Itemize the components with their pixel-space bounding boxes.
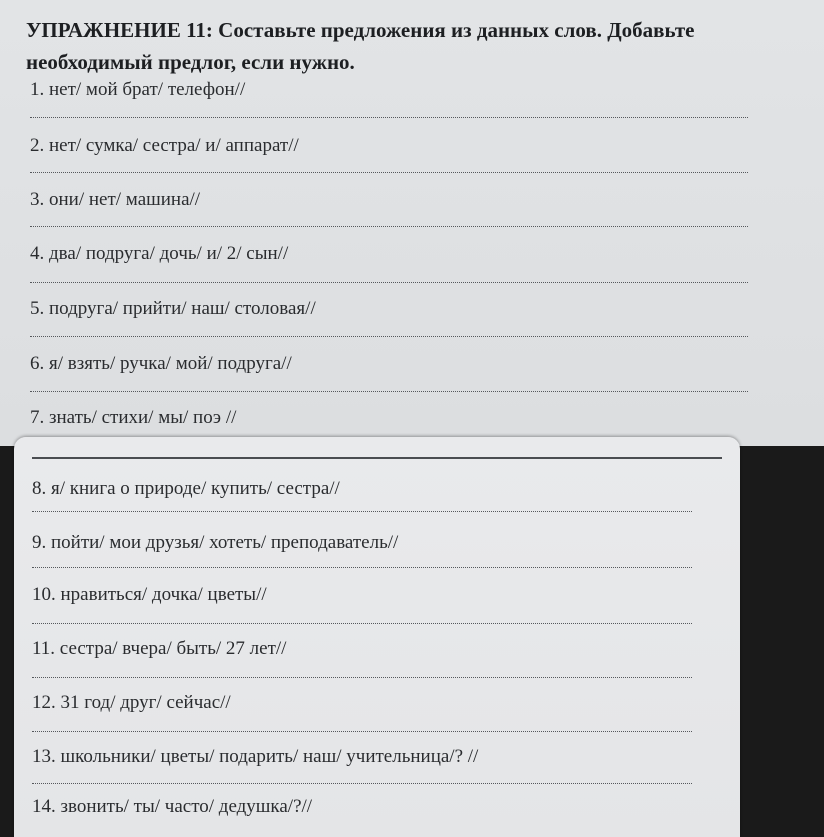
answer-line-6[interactable]: [30, 391, 748, 392]
answer-line-2[interactable]: [30, 172, 748, 173]
answer-line-10[interactable]: [32, 623, 692, 624]
exercise-item-3: 3. они/ нет/ машина//: [30, 189, 201, 210]
exercise-item-5: 5. подруга/ прийти/ наш/ столовая//: [30, 298, 316, 319]
answer-line-8[interactable]: [32, 511, 692, 512]
answer-line-7[interactable]: [32, 457, 722, 459]
exercise-item-7: 7. знать/ стихи/ мы/ поэ //: [30, 407, 237, 428]
exercise-item-10: 10. нравиться/ дочка/ цветы//: [32, 584, 267, 605]
answer-line-11[interactable]: [32, 677, 692, 678]
exercise-title: УПРАЖНЕНИЕ 11: Составьте предложения из данных слов. Добавьте необходимый предлог, если нужно.: [26, 18, 695, 74]
exercise-item-2: 2. нет/ сумка/ сестра/ и/ аппарат//: [30, 135, 299, 156]
answer-line-12[interactable]: [32, 731, 692, 732]
exercise-item-4: 4. два/ подруга/ дочь/ и/ 2/ сын//: [30, 243, 289, 264]
exercise-item-6: 6. я/ взять/ ручка/ мой/ подруга//: [30, 353, 292, 374]
exercise-item-8: 8. я/ книга о природе/ купить/ сестра//: [32, 478, 340, 499]
answer-line-9[interactable]: [32, 567, 692, 568]
exercise-item-14: 14. звонить/ ты/ часто/ дедушка/?//: [32, 796, 313, 817]
exercise-item-13: 13. школьники/ цветы/ подарить/ наш/ учительница/? //: [32, 746, 479, 767]
exercise-item-1: 1. нет/ мой брат/ телефон//: [30, 79, 246, 100]
answer-line-1[interactable]: [30, 117, 748, 118]
answer-line-4[interactable]: [30, 282, 748, 283]
answer-line-13[interactable]: [32, 783, 692, 784]
answer-line-3[interactable]: [30, 226, 748, 227]
exercise-item-9: 9. пойти/ мои друзья/ хотеть/ преподаватель//: [32, 532, 399, 553]
exercise-item-11: 11. сестра/ вчера/ быть/ 27 лет//: [32, 638, 287, 659]
exercise-item-12: 12. 31 год/ друг/ сейчас//: [32, 692, 231, 713]
worksheet-lower-page: [14, 437, 740, 837]
answer-line-5[interactable]: [30, 336, 748, 337]
